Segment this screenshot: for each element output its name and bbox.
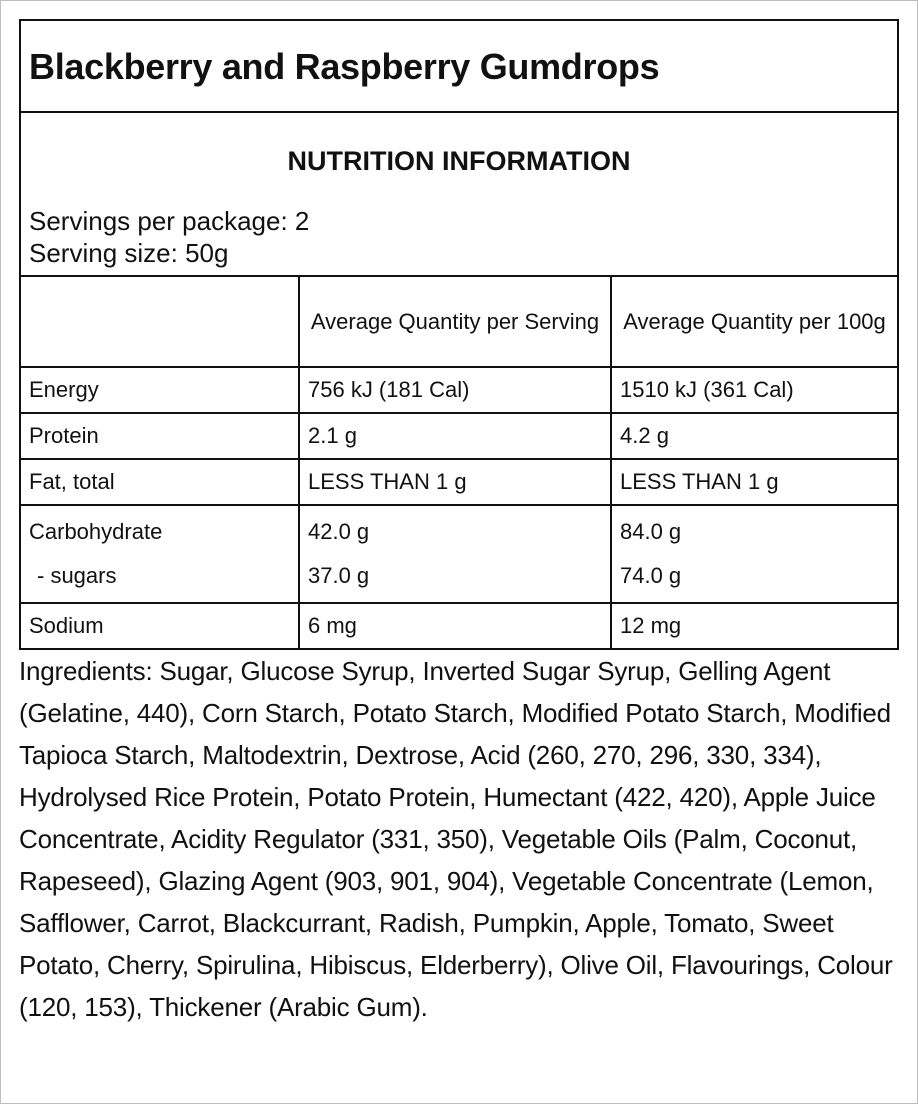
serving-size: Serving size: 50g [29,238,229,268]
protein-per-serving: 2.1 g [299,413,611,459]
protein-label: Protein [21,413,299,459]
carbohydrate-per-serving-cell [299,505,611,603]
carbohydrate-per-serving: 42.0 g [308,519,370,544]
energy-label: Energy [21,367,299,413]
sodium-per-100g: 12 mg [611,603,897,649]
table-row-energy [21,367,897,413]
table-row-carbohydrate [21,505,897,603]
header-blank-cell [21,277,299,367]
sodium-label: Sodium [21,603,299,649]
nutrition-table [21,277,897,650]
table-row-sodium [21,603,897,649]
table-row-fat [21,459,897,505]
sodium-per-serving: 6 mg [299,603,611,649]
ingredients-text: Ingredients: Sugar, Glucose Syrup, Inverted Sugar Syrup, Gelling Agent (Gelatine, 440), Corn Starch, Potato Starch, Modified Potato Starch, Modified Tapioca Starch, Maltodextrin, Dextrose, Acid (260, 270, 296, 330, 334), Hydrolysed Rice Protein, Potato Protein, Humectant (422, 420), Apple Juice Concentrate, Acidity Regulator (331, 350), Vegetable Oils (Palm, Coconut, Rapeseed), Glazing Agent (903, 901, 904), Vegetable Concentrate (Lemon, Safflower, Carrot, Blackcurrant, Radish, Pumpkin, Apple, Tomato, Sweet Potato, Cherry, Spirulina, Hibiscus, Elderberry), Olive Oil, Flavourings, Colour (120, 153), Thickener (Arabic Gum). [19,656,893,1022]
table-header-row [21,277,897,367]
sugars-per-100g: 74.0 g [620,563,682,588]
header-per-100g: Average Quantity per 100g [611,277,897,367]
fat-per-serving: LESS THAN 1 g [299,459,611,505]
carbohydrate-label-cell [21,505,299,603]
product-title: Blackberry and Raspberry Gumdrops [21,21,897,113]
carbohydrate-label: Carbohydrate [29,519,163,544]
carbohydrate-per-100g: 84.0 g [620,519,682,544]
serving-info [21,205,897,277]
sugars-per-serving: 37.0 g [308,563,370,588]
header-per-serving: Average Quantity per Serving [299,277,611,367]
energy-per-100g: 1510 kJ (361 Cal) [611,367,897,413]
table-row-protein [21,413,897,459]
servings-per-package: Servings per package: 2 [29,206,310,236]
sugars-label: - sugars [37,563,117,588]
energy-per-serving: 756 kJ (181 Cal) [299,367,611,413]
carbohydrate-per-100g-cell [611,505,897,603]
fat-per-100g: LESS THAN 1 g [611,459,897,505]
nutrition-heading: NUTRITION INFORMATION [287,146,631,176]
nutrition-panel [19,19,899,650]
protein-per-100g: 4.2 g [611,413,897,459]
fat-label: Fat, total [21,459,299,505]
